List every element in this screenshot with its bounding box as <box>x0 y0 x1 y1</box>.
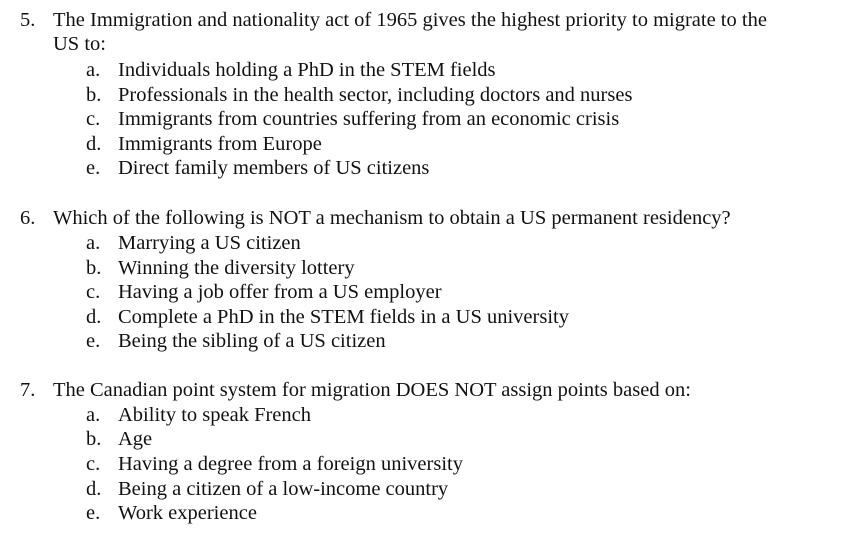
option-text: Immigrants from countries suffering from an economic crisis <box>118 108 620 130</box>
option-letter: a. <box>86 404 101 426</box>
option-letter: d. <box>86 133 102 155</box>
option-text: Age <box>118 428 153 450</box>
option-text: Winning the diversity lottery <box>118 257 355 279</box>
question-text: Which of the following is NOT a mechanism to obtain a US permanent residency? <box>53 207 731 229</box>
question-text-continued: US to: <box>53 33 106 55</box>
option-letter: e. <box>86 502 101 524</box>
option-letter: c. <box>86 108 101 130</box>
option-letter: b. <box>86 428 102 450</box>
option-text: Being a citizen of a low-income country <box>118 478 449 500</box>
option-text: Marrying a US citizen <box>118 232 301 254</box>
option-letter: c. <box>86 281 101 303</box>
option-letter: a. <box>86 59 101 81</box>
option-text: Individuals holding a PhD in the STEM fields <box>118 59 496 81</box>
option-letter: e. <box>86 330 101 352</box>
option-letter: b. <box>86 84 102 106</box>
option-letter: c. <box>86 453 101 475</box>
option-text: Professionals in the health sector, including doctors and nurses <box>118 84 633 106</box>
option-letter: a. <box>86 232 101 254</box>
option-text: Ability to speak French <box>118 404 312 426</box>
question-number: 5. <box>20 9 36 31</box>
option-letter: d. <box>86 478 102 500</box>
option-text: Having a degree from a foreign university <box>118 453 463 475</box>
question-text: The Canadian point system for migration DOES NOT assign points based on: <box>53 379 691 401</box>
question-number: 6. <box>20 207 36 229</box>
option-letter: d. <box>86 306 102 328</box>
option-text: Complete a PhD in the STEM fields in a US university <box>118 306 569 328</box>
option-text: Direct family members of US citizens <box>118 157 430 179</box>
option-text: Having a job offer from a US employer <box>118 281 442 303</box>
option-letter: e. <box>86 157 101 179</box>
option-text: Immigrants from Europe <box>118 133 322 155</box>
question-number: 7. <box>20 379 36 401</box>
option-text: Being the sibling of a US citizen <box>118 330 386 352</box>
option-letter: b. <box>86 257 102 279</box>
question-text: The Immigration and nationality act of 1965 gives the highest priority to migrate to the <box>53 9 767 31</box>
option-text: Work experience <box>118 502 257 524</box>
